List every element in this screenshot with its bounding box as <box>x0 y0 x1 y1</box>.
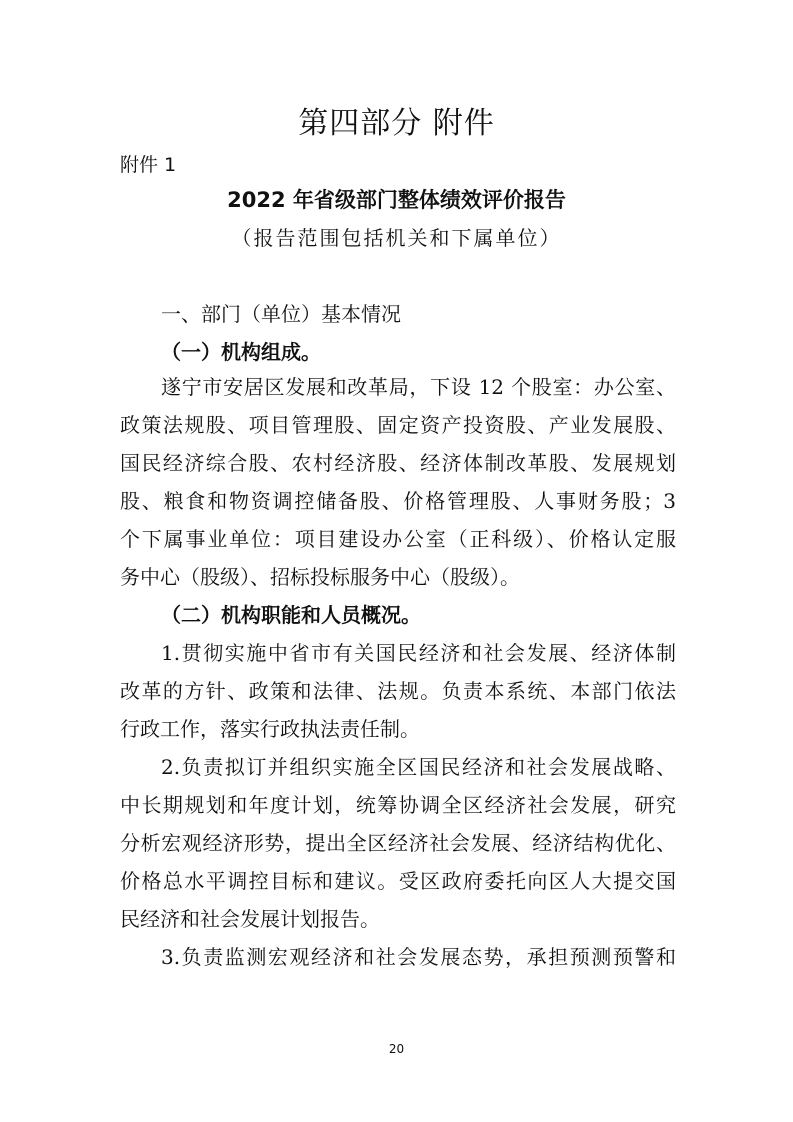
attachment-label: 附件 1 <box>120 154 177 176</box>
paragraph-line: 分析宏观经济形势，提出全区经济社会发展、经济结构优化、 <box>120 831 676 855</box>
paragraph-line: 股、粮食和物资调控储备股、价格管理股、人事财务股；3 <box>120 489 676 513</box>
part-title: 第四部分 附件 <box>298 106 495 141</box>
subsection-heading-org: （一）机构组成。 <box>161 340 321 364</box>
paragraph-line: 遂宁市安居区发展和改革局，下设 12 个股室：办公室、 <box>161 375 676 399</box>
paragraph-line: 政策法规股、项目管理股、固定资产投资股、产业发展股、 <box>120 413 676 437</box>
subsection-heading-functions: （二）机构职能和人员概况。 <box>161 603 421 627</box>
paragraph-line: 民经济和社会发展计划报告。 <box>120 907 380 931</box>
paragraph-line: 务中心（股级）、招标投标服务中心（股级）。 <box>120 565 520 589</box>
paragraph-line: 改革的方针、政策和法律、法规。负责本系统、本部门依法 <box>120 679 676 703</box>
paragraph-line: 2.负责拟订并组织实施全区国民经济和社会发展战略、 <box>161 755 676 779</box>
page-number: 20 <box>388 1042 405 1056</box>
report-title: 2022 年省级部门整体绩效评价报告 <box>227 188 566 212</box>
paragraph-line: 中长期规划和年度计划，统筹协调全区经济社会发展，研究 <box>120 793 676 817</box>
section-heading: 一、部门（单位）基本情况 <box>161 302 401 326</box>
paragraph-line: 个下属事业单位：项目建设办公室（正科级）、价格认定服 <box>120 527 676 551</box>
report-subtitle: （报告范围包括机关和下属单位） <box>231 226 562 250</box>
paragraph-line: 国民经济综合股、农村经济股、经济体制改革股、发展规划 <box>120 451 676 475</box>
paragraph-line: 价格总水平调控目标和建议。受区政府委托向区人大提交国 <box>120 869 676 893</box>
paragraph-line: 1.贯彻实施中省市有关国民经济和社会发展、经济体制 <box>161 641 676 665</box>
paragraph-line: 3.负责监测宏观经济和社会发展态势，承担预测预警和 <box>161 945 676 969</box>
paragraph-line: 行政工作，落实行政执法责任制。 <box>120 717 420 741</box>
